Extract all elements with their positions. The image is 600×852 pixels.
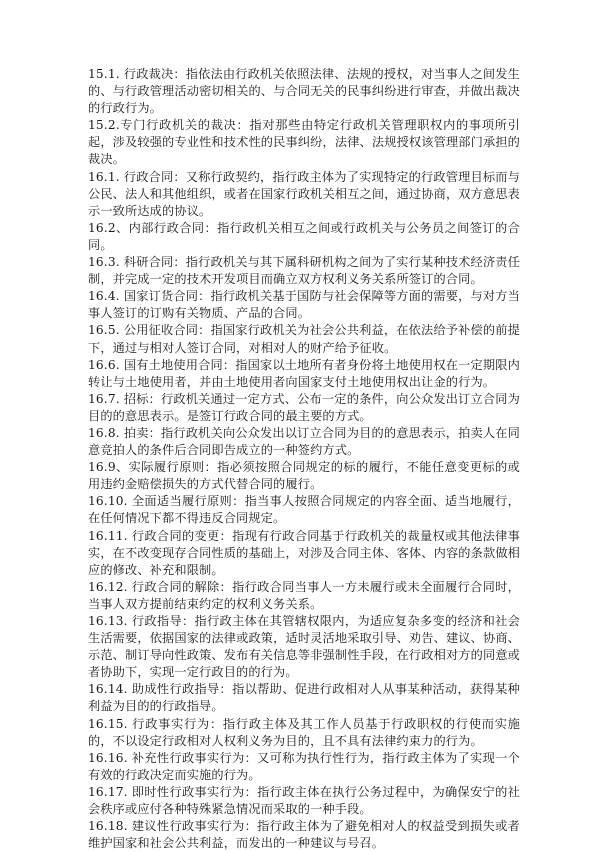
- definition-16-14: 16.14. 助成性行政指导：指以帮助、促进行政相对人从事某种活动，获得某种利益为目的的行政指导。: [88, 682, 520, 714]
- definition-16-9: 16.9、实际履行原则：指必须按照合同规定的标的履行，不能任意变更标的或用违约金赔偿损失的方式代替合同的履行。: [88, 460, 520, 492]
- definition-16-12: 16.12. 行政合同的解除：指行政合同当事人一方未履行或未全面履行合同时，当事人双方提前结束约定的权利义务关系。: [88, 579, 520, 611]
- definition-16-11: 16.11. 行政合同的变更：指现有行政合同基于行政机关的裁量权或其他法律事实，在不改变现存合同性质的基础上，对涉及合同主体、客体、内容的条款做相应的修改、补充和限制。: [88, 528, 520, 577]
- definition-16-6: 16.6. 国有土地使用合同：指国家以土地所有者身份将土地使用权在一定期限内转让与土地使用者，并由土地使用者向国家支付土地使用权出让金的行为。: [88, 357, 520, 389]
- definition-16-7: 16.7. 招标：行政机关通过一定方式、公布一定的条件，向公众发出订立合同为目的的意思表示。是签订行政合同的最主要的方式。: [88, 391, 520, 423]
- definition-15-1: 15.1. 行政裁决：指依法由行政机关依照法律、法规的授权，对当事人之间发生的、与行政管理活动密切相关的、与合同无关的民事纠纷进行审查，并做出裁决的行政行为。: [88, 67, 520, 116]
- definition-16-13: 16.13. 行政指导：指行政主体在其管辖权限内，为适应复杂多变的经济和社会生活需要，依据国家的法律或政策，适时灵活地采取引导、劝告、建议、协商、示范、制订导向性政策、发布有关信息等非强制性手段，在行政相对方的同意或者协助下，实现一定行政目的的行为。: [88, 614, 520, 680]
- definition-16-17: 16.17. 即时性行政事实行为：指行政主体在执行公务过程中，为确保安宁的社会秩序或应付各种特殊紧急情况而采取的一种手段。: [88, 784, 520, 817]
- definition-16-15: 16.15. 行政事实行为：指行政主体及其工作人员基于行政职权的行使而实施的，不以设定行政相对人权利义务为目的，且不具有法律约束力的行为。: [88, 716, 520, 748]
- definition-16-10: 16.10. 全面适当履行原则：指当事人按照合同规定的内容全面、适当地履行，在任何情况下都不得违反合同规定。: [88, 494, 520, 526]
- document-body: [88, 66, 520, 852]
- definition-16-18: 16.18. 建议性行政事实行为：指行政主体为了避免相对人的权益受到损失或者维护国家和社会公共利益，而发出的一种建议与号召。: [88, 819, 520, 851]
- definition-16-8: 16.8. 拍卖：指行政机关向公众发出以订立合同为目的的意思表示，拍卖人在同意竞拍人的条件后合同即告成立的一种签约方式。: [88, 425, 520, 458]
- definition-16-1: 16.1. 行政合同：又称行政契约，指行政主体为了实现特定的行政管理目标而与公民、法人和其他组织，或者在国家行政机关相互之间，通过协商，双方意思表示一致所达成的协议。: [88, 169, 520, 218]
- definition-16-4: 16.4. 国家订货合同：指行政机关基于国防与社会保障等方面的需要，与对方当事人签订的订购有关物质、产品的合同。: [88, 289, 520, 321]
- definition-16-16: 16.16. 补充性行政事实行为：又可称为执行性行为，指行政主体为了实现一个有效的行政决定而实施的行为。: [88, 750, 520, 782]
- definition-16-2: 16.2、内部行政合同：指行政机关相互之间或行政机关与公务员之间签订的合同。: [88, 220, 520, 252]
- definition-16-3: 16.3. 科研合同：指行政机关与其下属科研机构之间为了实行某种技术经济责任制，并完成一定的技术开发项目而确立双方权利义务关系所签订的合同。: [88, 255, 520, 287]
- definition-16-5: 16.5. 公用征收合同：指国家行政机关为社会公共利益，在依法给予补偿的前提下，通过与相对人签订合同，对相对人的财产给予征收。: [88, 323, 520, 355]
- definition-15-2: 15.2.专门行政机关的裁决：指对那些由特定行政机关管理职权内的事项所引起，涉及较强的专业性和技术性的民事纠纷，法律、法规授权该管理部门承担的裁决。: [88, 118, 520, 167]
